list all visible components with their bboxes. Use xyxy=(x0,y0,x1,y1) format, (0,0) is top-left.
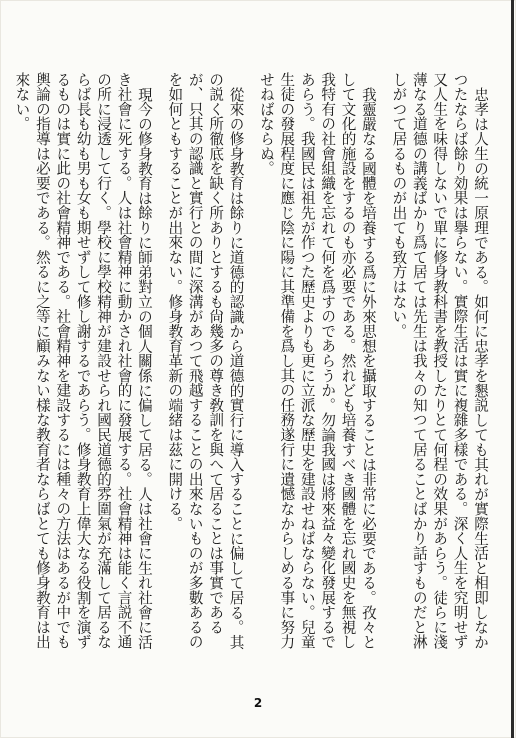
body-text xyxy=(13,72,490,654)
paragraph-4: 現今の修身教育は餘りに師弟對立の個人關係に偏して居る。人は社會に生れ社會に活き社會に死する。人は社會精神に動かされ社會的に發展する。社會精神は能く言説不通の所に浸透して行く。學校に學校精神が建設せられ國民道德的雰圍氣が充滿して居るならば長も幼も男も女も期せずして修し謝するであらう。修身教育上偉大なる役割を演ずるものは實に此の社會精神である。社會精神を建設するには種々の方法はあるが中でも輿論の指導は必要である。然るに之等に顧みない樣な教育者ならばとても修身教育は出來ない。 xyxy=(13,72,153,650)
paragraph-1: 忠孝は人生の統一原理である。如何に忠孝を懇説しても其れが實際生活と相即しなかつたならば餘り効果は擧らない。實際生活は實に複雜多樣である。深く人生を究明せず又人生を味得しないで單に修身教科書を教授したりとて何程の效果があらう。徒らに淺薄なる道德の講義ばかり爲て居ては先生は我々の知つて居ることばかり話すものだと淋しがつて居るものが出ても致方はない。 xyxy=(390,72,489,650)
paragraph-2: 我靈嚴なる國體を培養する爲に外來思想を攝取することは非常に必要である。孜々として文化的施設をするのも亦必要である。然れども培養すべき國體を忘れ國史を無視し我特有の社會組織を忘れて何を爲すのであらうか。勿論我國は將來益々變化發展するであらう。我國民は祖先が作つた歷史よりも更に立派な歷史を建設せねばならない。兒童生徒の發展程度に應じ陰に陽に其準備を爲し其の任務遂行に遺憾なからしめる事に努力せねばならぬ。 xyxy=(257,72,377,650)
page-number: 2 xyxy=(253,696,263,710)
scan-edge-mark xyxy=(511,0,514,738)
paragraph-3: 從來の修身教育は餘りに道德的認識から道德的實行に導入することに偏して居る。其の説く所徹底を缺く所ありとするも尙幾多の尊き敎訓を與へて居ることは事實であるが、只其の認識と實行との間に深溝があつて飛越することの出來ないものが多數あるのを如何ともすることが出來ない。修身教育革新の端緒は茲に開ける。 xyxy=(166,72,245,650)
